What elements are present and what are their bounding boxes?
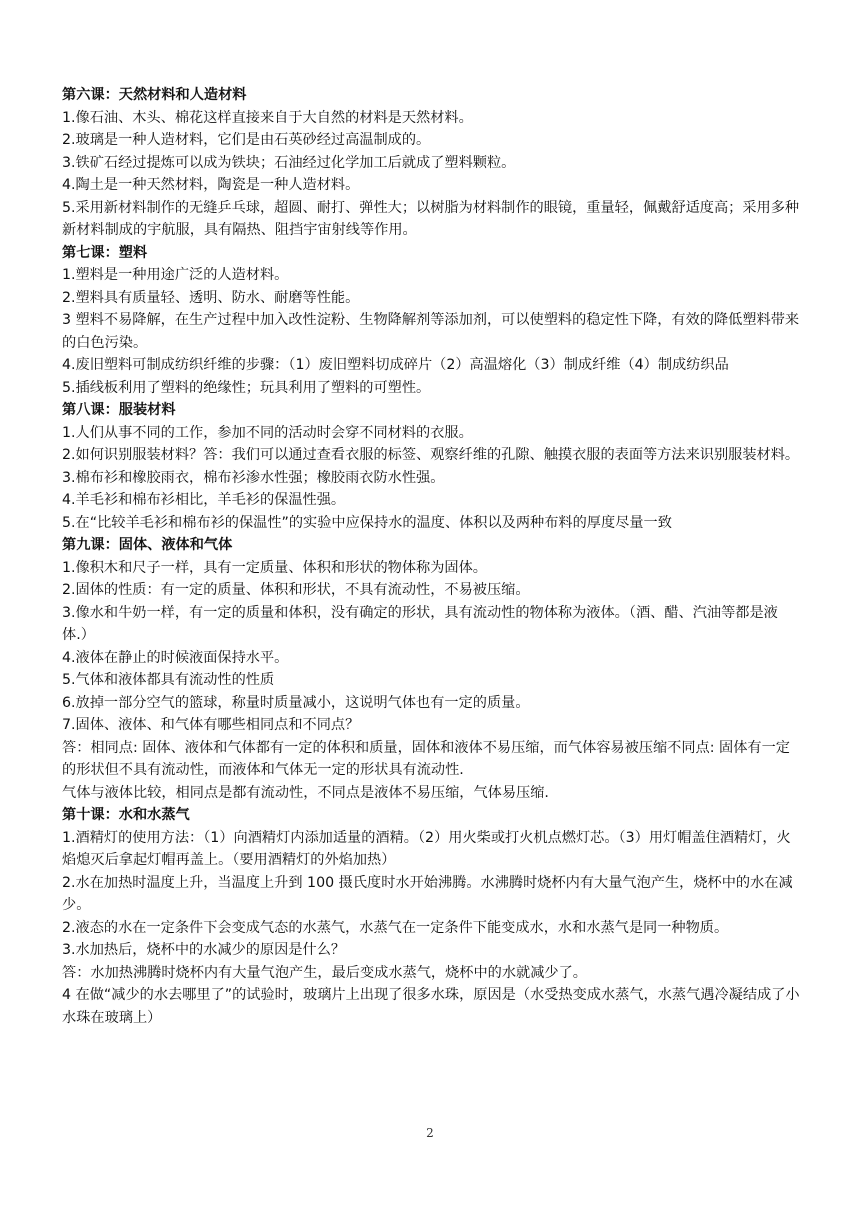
- lesson-item: 1.酒精灯的使用方法：（1）向酒精灯内添加适量的酒精。（2）用火柴或打火机点燃灯芯。（3）用灯帽盖住酒精灯，火焰熄灭后拿起灯帽再盖上。（要用酒精灯的外焰加热）: [62, 829, 791, 868]
- lesson-item: 答：水加热沸腾时烧杯内有大量气泡产生，最后变成水蒸气，烧杯中的水就减少了。: [62, 964, 587, 981]
- lesson-item: 3 塑料不易降解，在生产过程中加入改性淀粉、生物降解剂等添加剂，可以使塑料的稳定性下降，有效的降低塑料带来的白色污染。: [62, 312, 800, 351]
- lesson-item: 2.固体的性质：有一定的质量、体积和形状，不具有流动性，不易被压缩。: [62, 582, 530, 598]
- lesson-item: 5.在“比较羊毛衫和棉布衫的保温性”的实验中应保持水的温度、体积以及两种布料的厚度尽量一致: [62, 514, 672, 531]
- lesson-item: 2.水在加热时温度上升，当温度上升到 100 摄氏度时水开始沸腾。水沸腾时烧杯内有大量气泡产生，烧杯中的水在减少。: [62, 874, 793, 913]
- lesson-title: 第六课：天然材料和人造材料: [62, 87, 247, 103]
- lesson-title: 第九课：固体、液体和气体: [62, 537, 233, 553]
- document-content: [62, 84, 802, 1029]
- lesson-item: 2.液态的水在一定条件下会变成气态的水蒸气，水蒸气在一定条件下能变成水，水和水蒸气是同一种物质。: [62, 919, 729, 936]
- lesson-title: 第十课：水和水蒸气: [62, 807, 190, 823]
- lesson-item: 1.像积木和尺子一样，具有一定质量、体积和形状的物体称为固体。: [62, 559, 487, 576]
- lesson-section: [62, 804, 802, 1029]
- lesson-item: 1.塑料是一种用途广泛的人造材料。: [62, 267, 289, 283]
- lesson-item: 4.陶土是一种天然材料，陶瓷是一种人造材料。: [62, 177, 360, 193]
- lesson-item: 3.棉布衫和橡胶雨衣，棉布衫渗水性强；橡胶雨衣防水性强。: [62, 469, 445, 486]
- lesson-item: 2.塑料具有质量轻、透明、防水、耐磨等性能。: [62, 289, 360, 306]
- lesson-item: 5.采用新材料制作的无缝乒乓球，超圆、耐打、弹性大；以树脂为材料制作的眼镜，重量轻，佩戴舒适度高；采用多种新材料制成的宇航服，具有隔热、阻挡宇宙射线等作用。: [62, 199, 800, 238]
- lesson-title: 第八课：服装材料: [62, 402, 176, 418]
- lesson-item: 4.液体在静止的时候液面保持水平。: [62, 649, 289, 666]
- lesson-item: 4.羊毛衫和棉布衫相比，羊毛衫的保温性强。: [62, 492, 346, 508]
- lesson-item: 6.放掉一部分空气的篮球，称量时质量减小，这说明气体也有一定的质量。: [62, 694, 530, 711]
- lesson-item: 5.插线板利用了塑料的绝缘性；玩具利用了塑料的可塑性。: [62, 379, 431, 396]
- lesson-item: 2.玻璃是一种人造材料，它们是由石英砂经过高温制成的。: [62, 132, 431, 148]
- lesson-section: [62, 534, 802, 804]
- lesson-section: [62, 242, 802, 400]
- lesson-item: 答：相同点: 固体、液体和气体都有一定的体积和质量，固体和液体不易压缩，而气体容易被压缩不同点: 固体有一定的形状但不具有流动性，而液体和气体无一定的形状具有流动性.: [62, 739, 790, 778]
- lesson-section: [62, 399, 802, 534]
- lesson-item: 7.固体、液体、和气体有哪些相同点和不同点？: [62, 717, 360, 733]
- lesson-item: 4 在做“减少的水去哪里了”的试验时，玻璃片上出现了很多水珠，原因是（水受热变成水蒸气，水蒸气遇冷凝结成了小水珠在玻璃上）: [62, 987, 800, 1026]
- lesson-item: 4.废旧塑料可制成纺织纤维的步骤：（1）废旧塑料切成碎片（2）高温熔化（3）制成纤维（4）制成纺织品: [62, 357, 729, 373]
- lesson-item: 5.气体和液体都具有流动性的性质: [62, 672, 275, 688]
- lesson-item: 3.水加热后，烧杯中的水减少的原因是什么？: [62, 942, 346, 958]
- lesson-item: 气体与液体比较，相同点是都有流动性，不同点是液体不易压缩，气体易压缩.: [62, 784, 549, 801]
- lesson-title: 第七课：塑料: [62, 244, 148, 261]
- lesson-item: 1.像石油、木头、棉花这样直接来自于大自然的材料是天然材料。: [62, 109, 473, 126]
- lesson-section: [62, 84, 802, 242]
- lesson-item: 1.人们从事不同的工作，参加不同的活动时会穿不同材料的衣服。: [62, 424, 473, 441]
- lesson-item: 3.铁矿石经过提炼可以成为铁块；石油经过化学加工后就成了塑料颗粒。: [62, 154, 516, 171]
- lesson-item: 3.像水和牛奶一样，有一定的质量和体积，没有确定的形状，具有流动性的物体称为液体。（酒、醋、汽油等都是液体.）: [62, 604, 778, 643]
- lesson-item: 2.如何识别服装材料？答：我们可以通过查看衣服的标签、观察纤维的孔隙、触摸衣服的表面等方法来识别服装材料。: [62, 447, 800, 463]
- page-number: 2: [426, 1126, 434, 1140]
